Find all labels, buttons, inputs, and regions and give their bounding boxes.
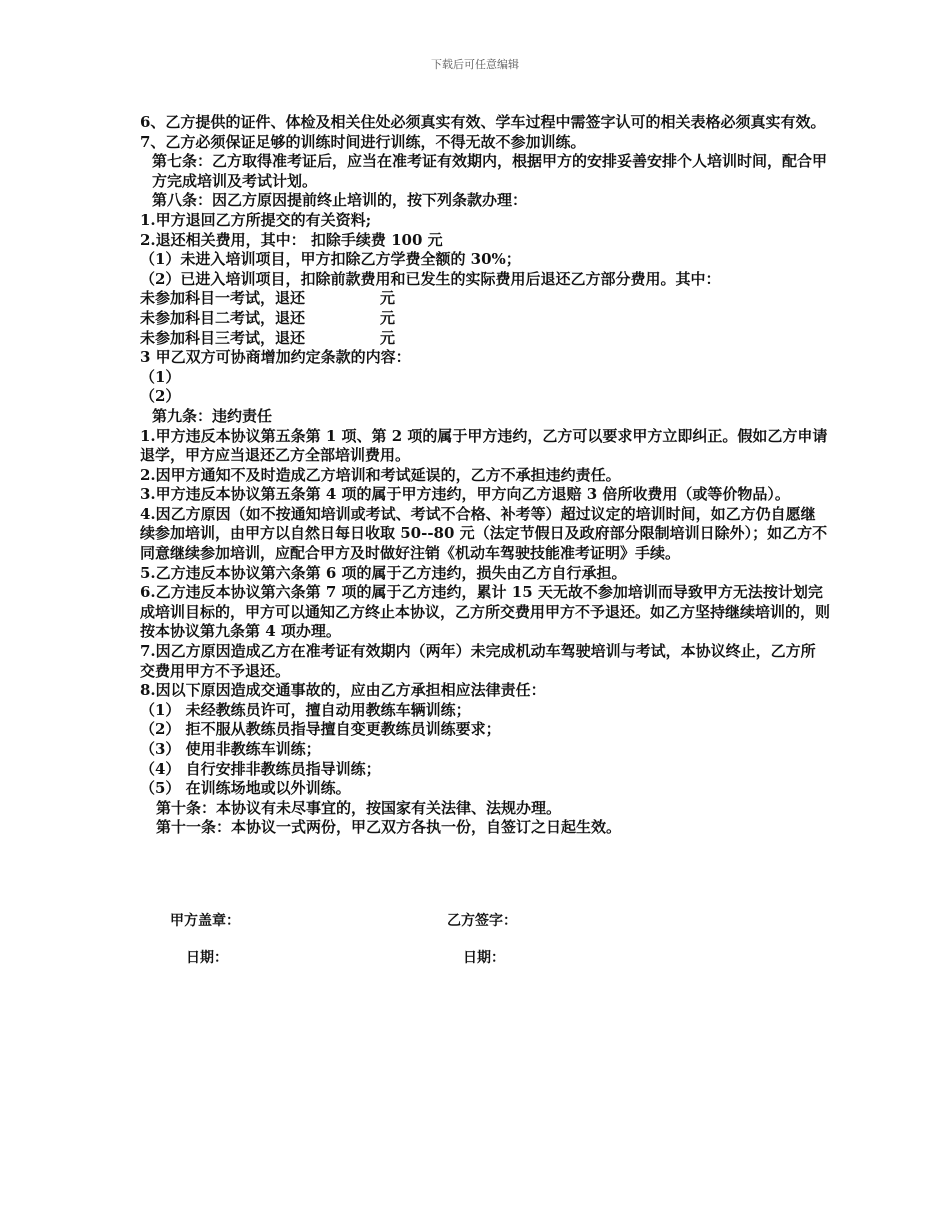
refund-row-subject-1: [140, 289, 830, 309]
article-9-item-8-sub-1: （1） 未经教练员许可，擅自动用教练车辆训练；: [140, 700, 471, 719]
article-8-item-3-sub-1: （1）: [140, 367, 181, 386]
article-9-item-5: 5.乙方违反本协议第六条第 6 项的属于乙方违约，损失由乙方自行承担。: [140, 563, 627, 582]
article-9-item-8-sub-4: （4） 自行安排非教练员指导训练；: [140, 759, 381, 778]
article-11: 第十一条：本协议一式两份，甲乙双方各执一份，自签订之日起生效。: [156, 818, 622, 837]
refund-row-subject-3: [140, 329, 830, 349]
refund-amount-blank: [305, 309, 380, 329]
article-9-heading: 第九条：违约责任: [152, 406, 273, 425]
refund-row-subject-2: [140, 309, 830, 329]
party-a-seal-label: 甲方盖章：: [170, 913, 240, 929]
refund-label: 未参加科目二考试，退还: [140, 308, 306, 327]
party-b-date-label: 日期：: [463, 950, 505, 966]
article-8-item-1: 1.甲方退回乙方所提交的有关资料;: [140, 210, 372, 229]
article-8-sub-1: （1）未进入培训项目，甲方扣除乙方学费全额的 30%；: [140, 250, 521, 269]
article-8-heading: 第八条：因乙方原因提前终止培训的，按下列条款办理：: [152, 191, 528, 210]
clause-7: 7、乙方必须保证足够的训练时间进行训练，不得无故不参加训练。: [140, 132, 586, 151]
refund-label: 未参加科目三考试，退还: [140, 328, 306, 347]
refund-amount-blank: [305, 329, 380, 349]
party-b-signature-label: 乙方签字：: [447, 913, 517, 929]
contract-body: [140, 113, 830, 838]
article-9-item-2: 2.因甲方通知不及时造成乙方培训和考试延误的，乙方不承担违约责任。: [140, 465, 621, 484]
article-9-item-8: 8.因以下原因造成交通事故的，应由乙方承担相应法律责任：: [140, 681, 546, 700]
article-9-item-3: 3.甲方违反本协议第五条第 4 项的属于甲方违约，甲方向乙方退赔 3 倍所收费用（或等价物品）。: [140, 485, 790, 504]
page-header-note: 下载后可任意编辑: [431, 58, 519, 71]
party-a-date-label: 日期：: [186, 950, 228, 966]
article-8-item-3: 3 甲乙双方可协商增加约定条款的内容：: [140, 348, 411, 367]
article-9-item-1: 1.甲方违反本协议第五条第 1 项、第 2 项的属于甲方违约，乙方可以要求甲方立即纠正。假如乙方申请退学，甲方应当退还乙方全部培训费用。: [140, 426, 828, 465]
article-8-item-2: 2.退还相关费用，其中： 扣除手续费 100 元: [140, 230, 443, 249]
refund-unit: 元: [380, 308, 396, 327]
article-9-item-7: 7.因乙方原因造成乙方在准考证有效期内（两年）未完成机动车驾驶培训与考试，本协议终止，乙方所交费用甲方不予退还。: [140, 642, 816, 680]
article-8-item-3-sub-2: （2）: [140, 387, 181, 406]
article-9-item-8-sub-2: （2） 拒不服从教练员指导擅自变更教练员训练要求；: [140, 720, 501, 739]
article-9-item-8-sub-5: （5） 在训练场地或以外训练。: [140, 779, 351, 798]
article-8-sub-2: （2）已进入培训项目，扣除前款费用和已发生的实际费用后退还乙方部分费用。其中：: [140, 269, 721, 288]
article-10: 第十条：本协议有未尽事宜的，按国家有关法律、法规办理。: [156, 798, 562, 817]
clause-6: 6、乙方提供的证件、体检及相关住处必须真实有效、学车过程中需签字认可的相关表格必须真实有效。: [140, 113, 826, 131]
article-9-item-4: 4.因乙方原因（如不按通知培训或考试、考试不合格、补考等）超过议定的培训时间，如乙方仍自愿继续参加培训，由甲方以自然日每日收取 50--80 元（法定节假日及政府部分限制培训日除外）；如乙方不同意继续参加培训，应配合甲方及时做好注销《机动车驾驶技能准考证明》手续。: [140, 504, 828, 563]
refund-label: 未参加科目一考试，退还: [140, 289, 306, 308]
refund-unit: 元: [380, 289, 396, 308]
article-9-item-8-sub-3: （3） 使用非教练车训练；: [140, 740, 321, 758]
refund-unit: 元: [380, 328, 396, 347]
refund-amount-blank: [305, 289, 380, 309]
article-9-item-6: 6.乙方违反本协议第六条第 7 项的属于乙方违约，累计 15 天无故不参加培训而导致甲方无法按计划完成培训目标的，甲方可以通知乙方终止本协议，乙方所交费用甲方不予退还。如乙方坚持继续培训的，则按本协议第九条第 4 项办理。: [140, 583, 831, 641]
article-7: 第七条：乙方取得准考证后，应当在准考证有效期内，根据甲方的安排妥善安排个人培训时间，配合甲方完成培训及考试计划。: [152, 152, 828, 190]
